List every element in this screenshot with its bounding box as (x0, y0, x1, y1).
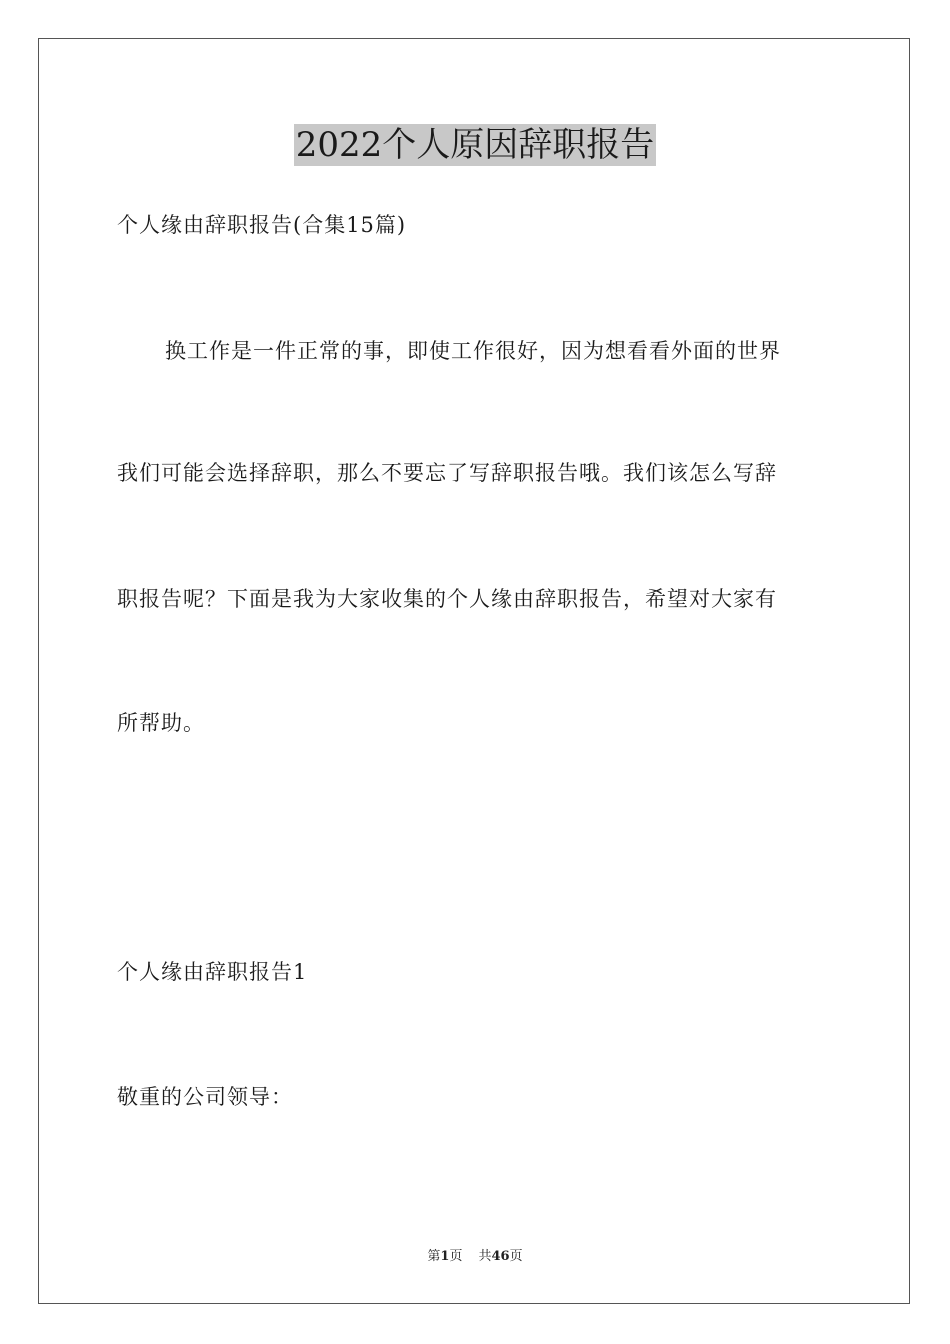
title-container (0, 124, 950, 166)
page-prefix: 第 (427, 1249, 441, 1264)
intro-line-2: 我们可能会选择辞职，那么不要忘了写辞职报告哦。我们该怎么写辞 (117, 461, 777, 485)
total-prefix: 共 (478, 1249, 492, 1264)
intro-line-4: 所帮助。 (117, 711, 205, 735)
total-pages: 46 (491, 1249, 510, 1264)
intro-line-3: 职报告呢？下面是我为大家收集的个人缘由辞职报告，希望对大家有 (117, 587, 777, 611)
page-footer (0, 1248, 950, 1266)
page-number: 1 (440, 1249, 450, 1264)
page-suffix: 页 (449, 1249, 463, 1264)
intro-line-1: 换工作是一件正常的事，即使工作很好，因为想看看外面的世界 (165, 339, 781, 363)
document-subtitle: 个人缘由辞职报告(合集15篇) (117, 213, 407, 237)
total-suffix: 页 (509, 1249, 523, 1264)
section-heading: 个人缘由辞职报告1 (117, 960, 308, 984)
salutation: 敬重的公司领导： (117, 1085, 293, 1109)
document-title: 2022个人原因辞职报告 (295, 125, 655, 165)
